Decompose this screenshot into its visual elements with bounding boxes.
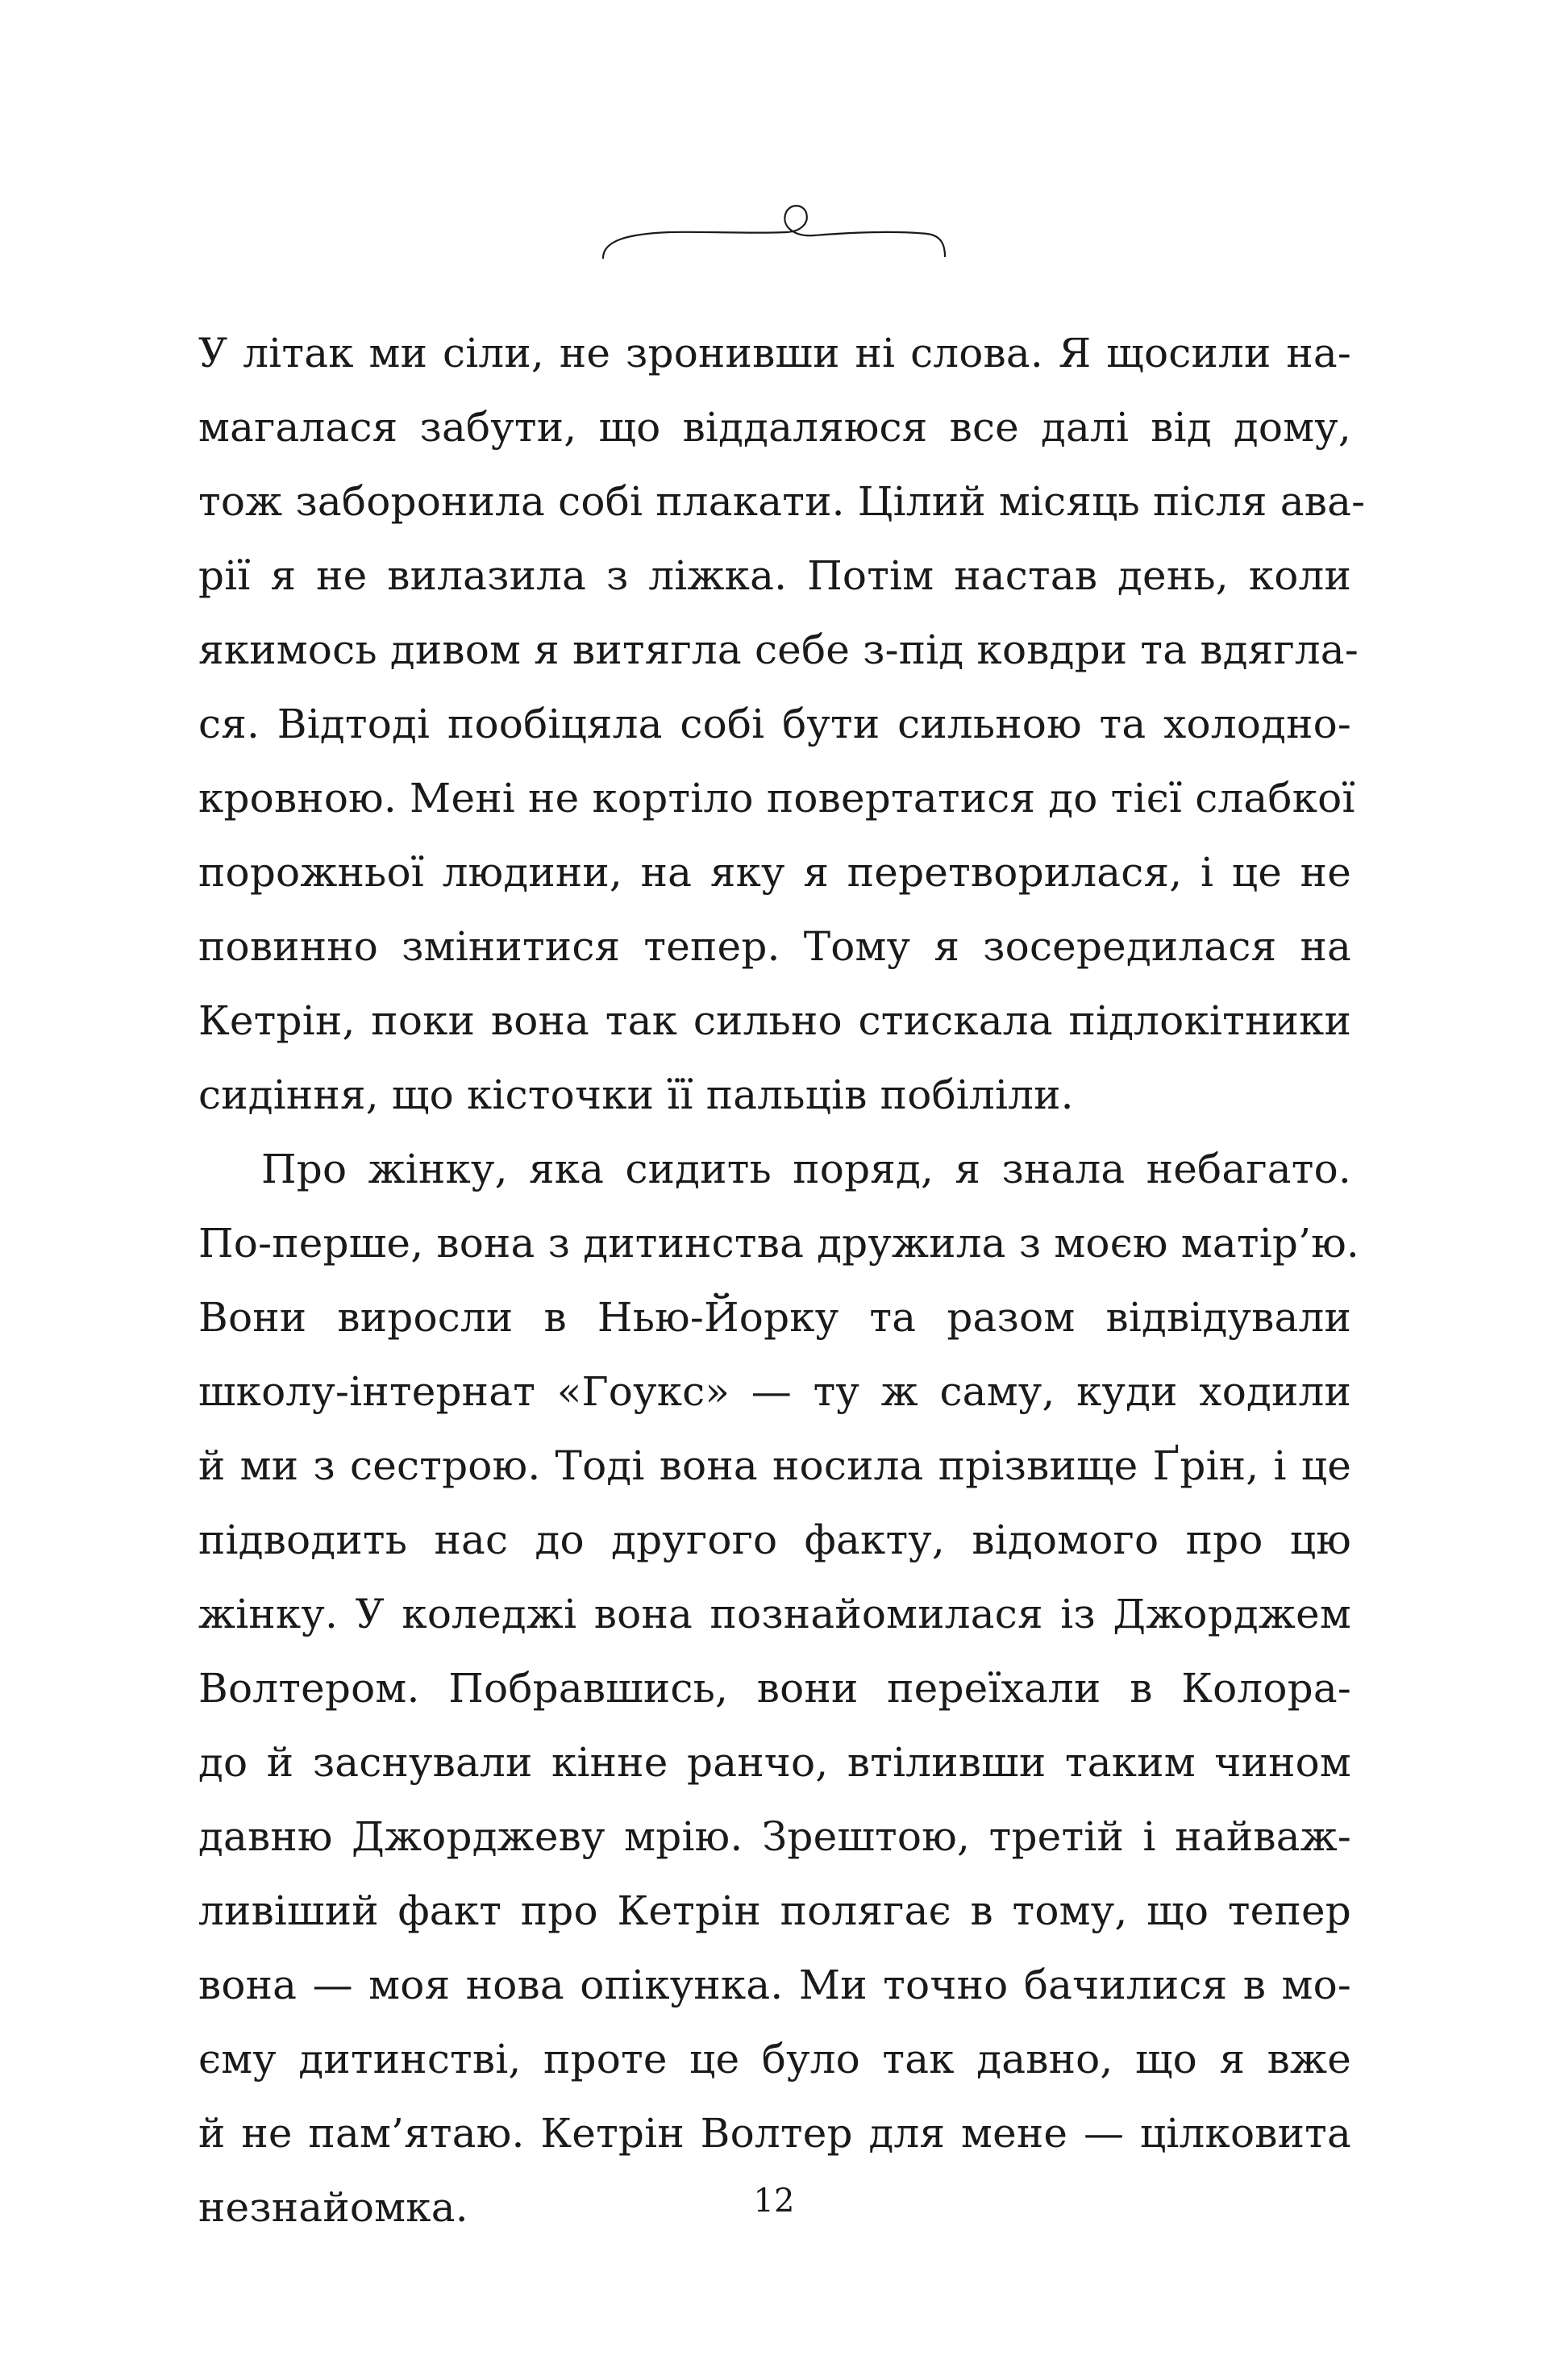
text-line: порожньої людини, на яку я перетворилася, і це не [198, 849, 1351, 896]
text-line: й не пам’ятаю. Кетрін Волтер для мене — цілковита [198, 2110, 1351, 2157]
text-line: Кетрін, поки вона так сильно стискала підлокітники [198, 997, 1351, 1044]
paragraph-2 [198, 1132, 1360, 2245]
text-line: школу-інтернат «Гоукс» — ту ж саму, куди ходили [198, 1368, 1351, 1415]
text-line: й ми з сестрою. Тоді вона носила прізвище Ґрін, і це [198, 1442, 1351, 1489]
body-text [198, 316, 1366, 2245]
page-number: 12 [753, 2182, 795, 2220]
text-line: якимось дивом я витягла себе з-під ковдри та вдягла- [198, 626, 1359, 673]
text-line: ливіший факт про Кетрін полягає в тому, що тепер [198, 1887, 1351, 1934]
text-line: У літак ми сіли, не зронивши ні слова. Я щосили на- [198, 330, 1351, 377]
text-line: рії я не вилазила з ліжка. Потім настав день, коли [198, 552, 1351, 599]
text-line: єму дитинстві, проте це було так давно, що я вже [198, 2036, 1351, 2082]
text-line: незнайомка. [198, 2184, 468, 2231]
text-line: кровною. Мені не кортіло повертатися до тієї слабкої [198, 775, 1355, 822]
flourish-ornament-icon [597, 192, 951, 273]
text-line: Про жінку, яка сидить поряд, я знала небагато. [261, 1146, 1351, 1192]
text-line: Волтером. Побравшись, вони переїхали в Колора- [198, 1665, 1351, 1712]
text-line: магалася забути, що віддаляюся все далі від дому, [198, 404, 1351, 451]
text-line: підводить нас до другого факту, відомого про цю [198, 1517, 1351, 1563]
text-line: По-перше, вона з дитинства дружила з моєю матір’ю. [198, 1220, 1360, 1267]
text-line: тож заборонила собі плакати. Цілий місяць після ава- [198, 478, 1366, 525]
text-line: Вони виросли в Нью-Йорку та разом відвідували [198, 1294, 1351, 1341]
text-line: жінку. У коледжі вона познайомилася із Джорджем [198, 1591, 1351, 1637]
text-line: до й заснували кінне ранчо, втіливши таким чином [198, 1739, 1351, 1786]
text-line: вона — моя нова опікунка. Ми точно бачилися в мо- [198, 1962, 1351, 2008]
text-line: давню Джорджеву мрію. Зрештою, третій і найваж- [198, 1813, 1351, 1860]
paragraph-1 [198, 316, 1366, 1132]
text-line: сидіння, що кісточки її пальців побіліли. [198, 1071, 1074, 1118]
text-line: повинно змінитися тепер. Тому я зосередилася на [198, 923, 1351, 970]
text-line: ся. Відтоді пообіцяла собі бути сильною та холодно- [198, 701, 1351, 747]
